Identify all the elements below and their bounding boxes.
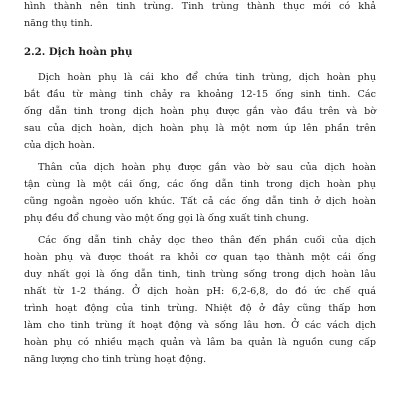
text-line: Dịch hoàn phụ là cái kho để chứa tinh trùng, dịch hoàn phụ [38, 72, 376, 83]
text-line: năng lượng cho tinh trùng hoạt động. [24, 354, 207, 365]
text-line: duy nhất gọi là ống dẫn tinh, tinh trùng sống trong dịch hoàn lâu [24, 269, 376, 280]
text-line: phụ đều đổ chung vào một ống gọi là ống xuất tinh chung. [24, 213, 309, 224]
text-line: của dịch hoàn. [24, 140, 96, 151]
text-line: hoàn phụ và được thoát ra khỏi cơ quan tạo thành một cái ống [24, 252, 376, 263]
text-line: Các ống dẫn tinh chảy dọc theo thân đến phần cuối của dịch [38, 235, 376, 246]
text-line: Thân của dịch hoàn phụ được gắn vào bờ sau của dịch hoàn [38, 162, 376, 173]
text-line: bắt đầu từ màng tinh chảy ra khoảng 12-15 ống sinh tinh. Các [24, 89, 376, 100]
text-line: hoàn phụ có nhiều mạch quản và lâm ba quản là nguồn cung cấp [24, 337, 376, 348]
text-line: tận cùng là một cái ống, các ống dẫn tinh trong dịch hoàn phụ [24, 179, 376, 190]
section-heading: 2.2. Dịch hoàn phụ [24, 46, 133, 58]
text-line: làm cho tinh trùng ít hoạt động và sống lâu hơn. Ở các vách dịch [24, 320, 376, 331]
text-line: năng thụ tinh. [24, 18, 93, 29]
text-line: nhất từ 1-2 tháng. Ở dịch hoàn pH: 6,2-6,8, do đó ức chế quá [24, 286, 376, 297]
text-line: cũng ngoằn ngoèo uốn khúc. Tất cả các ống dẫn tinh ở dịch hoàn [24, 196, 376, 207]
text-line: trình hoạt động của tinh trùng. Nhiệt độ ở đây cũng thấp hơn [24, 303, 376, 314]
text-line: ống dẫn tinh trong dịch hoàn phụ được gắn vào đầu trên và bờ [24, 106, 376, 117]
text-line: sau của dịch hoàn, dịch hoàn phụ là một nơm úp lên phần trên [24, 123, 376, 134]
text-line: hình thành nên tinh trùng. Tinh trùng thành thục mới có khả [24, 1, 376, 12]
